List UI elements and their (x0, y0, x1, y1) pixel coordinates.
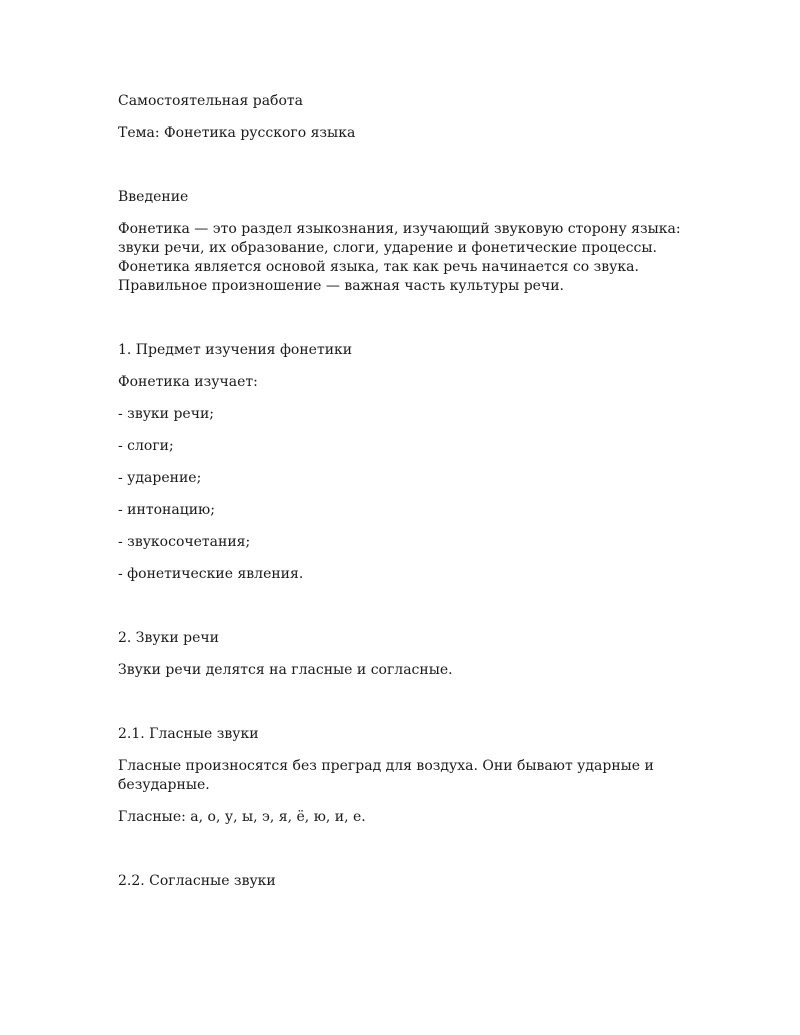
intro-heading: Введение (118, 189, 189, 205)
intro-line: Правильное произношение — важная часть культуры речи. (118, 278, 564, 294)
section1-heading: 1. Предмет изучения фонетики (118, 342, 353, 358)
section1-lead: Фонетика изучает: (118, 374, 258, 390)
list-item: - ударение; (118, 470, 202, 486)
document-topic: Тема: Фонетика русского языка (118, 125, 356, 141)
document-header: Самостоятельная работа (118, 93, 303, 109)
intro-line: Фонетика является основой языка, так как речь начинается со звука. (118, 259, 639, 275)
list-item: - слоги; (118, 438, 174, 454)
list-item: - фонетические явления. (118, 566, 304, 582)
section22-heading: 2.2. Согласные звуки (118, 873, 276, 889)
list-item: - звукосочетания; (118, 534, 251, 550)
list-item: - звуки речи; (118, 406, 215, 422)
intro-line: Фонетика — это раздел языкознания, изучающий звуковую сторону языка: (118, 221, 681, 237)
section2-text: Звуки речи делятся на гласные и согласные. (118, 662, 453, 678)
section21-paragraph (118, 757, 698, 795)
intro-paragraph (118, 220, 698, 296)
section2-heading: 2. Звуки речи (118, 630, 220, 646)
section21-line: Гласные произносятся без преград для воздуха. Они бывают ударные и (118, 758, 654, 774)
section21-heading: 2.1. Гласные звуки (118, 726, 259, 742)
vowels-list: Гласные: а, о, у, ы, э, я, ё, ю, и, е. (118, 809, 366, 825)
list-item: - интонацию; (118, 502, 215, 518)
intro-line: звуки речи, их образование, слоги, ударение и фонетические процессы. (118, 240, 657, 256)
section21-line: безударные. (118, 777, 210, 793)
